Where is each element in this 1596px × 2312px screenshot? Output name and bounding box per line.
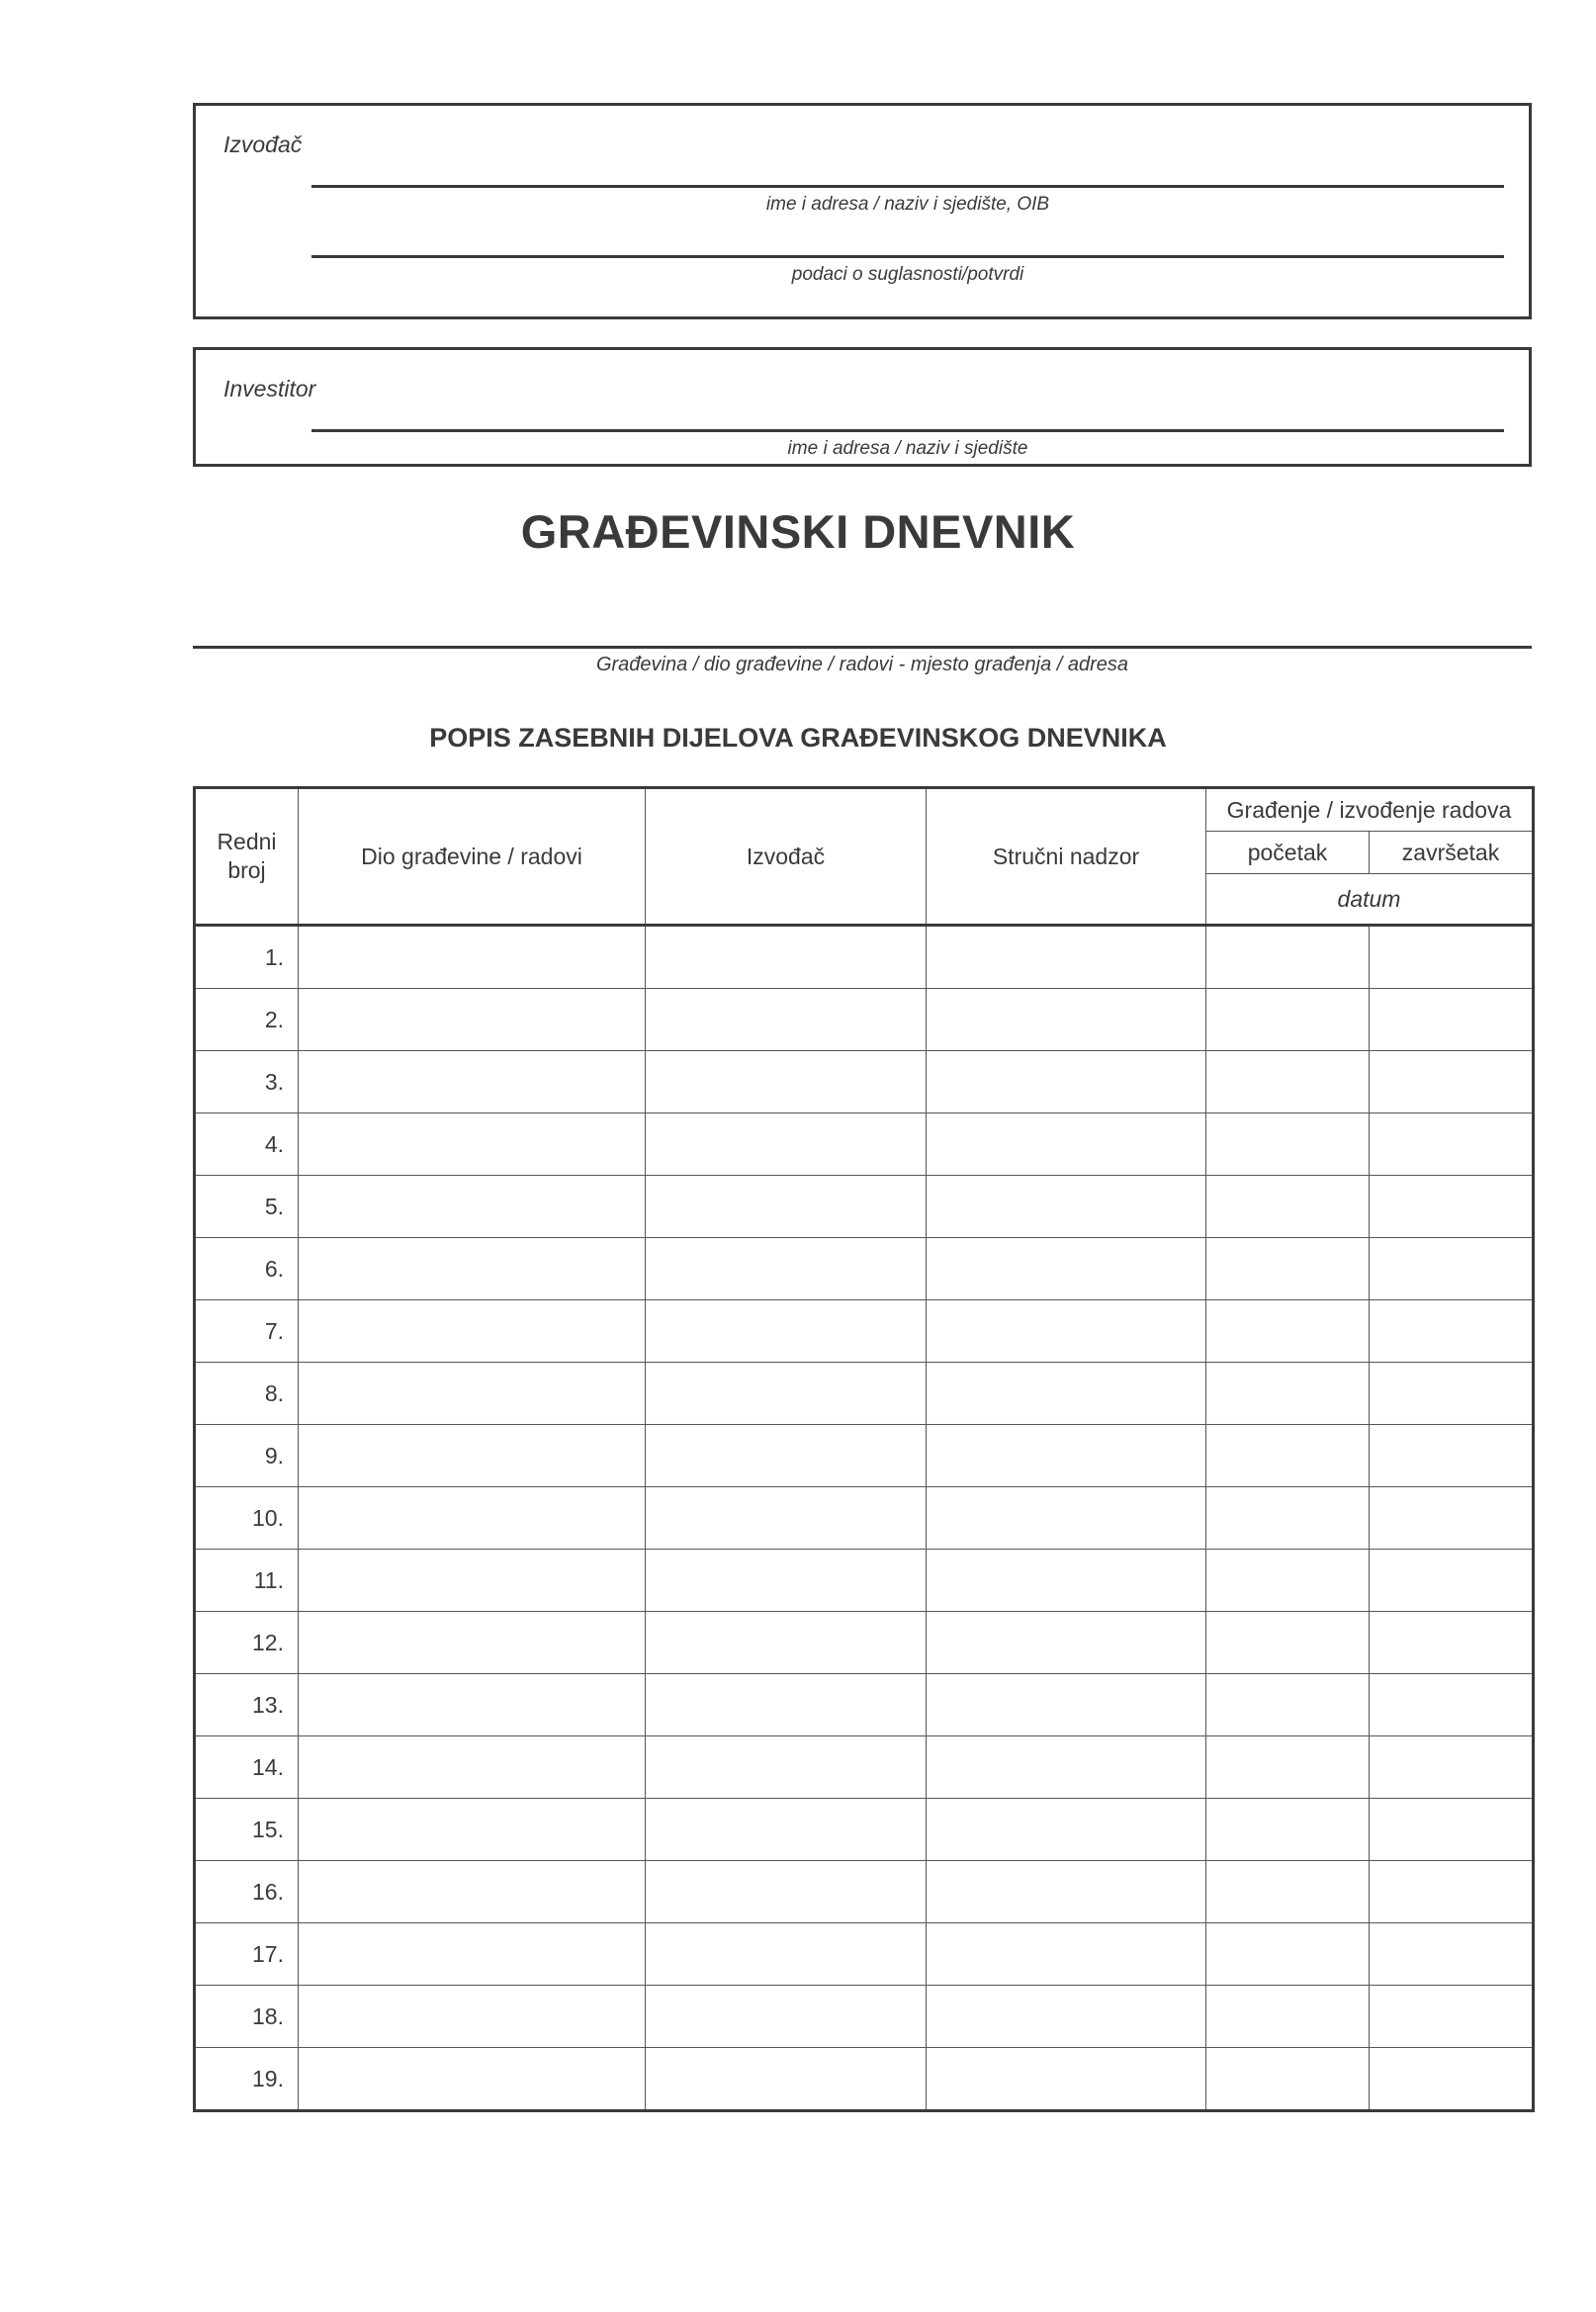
- cell-izvodjac[interactable]: [646, 2048, 927, 2111]
- cell-izvodjac[interactable]: [646, 1487, 927, 1550]
- cell-dio-gradevine[interactable]: [299, 1612, 646, 1674]
- contractor-consent-caption: podaci o suglasnosti/potvrdi: [791, 264, 1024, 285]
- cell-pocetak[interactable]: [1206, 1487, 1370, 1550]
- cell-zavrsetak[interactable]: [1370, 926, 1534, 989]
- cell-strucni-nadzor[interactable]: [927, 1238, 1206, 1300]
- cell-dio-gradevine[interactable]: [299, 926, 646, 989]
- table-row: [195, 989, 1534, 1051]
- section-heading: POPIS ZASEBNIH DIJELOVA GRAĐEVINSKOG DNEVNIKA: [429, 723, 1167, 753]
- investor-name-address-caption: ime i adresa / naziv i sjedište: [787, 438, 1028, 459]
- row-number-cell: 1.: [195, 926, 299, 989]
- cell-zavrsetak[interactable]: [1370, 1799, 1534, 1861]
- cell-pocetak[interactable]: [1206, 2048, 1370, 2111]
- row-number-cell: 3.: [195, 1051, 299, 1113]
- cell-pocetak[interactable]: [1206, 1051, 1370, 1113]
- row-number-cell: 6.: [195, 1238, 299, 1300]
- row-number-cell: 9.: [195, 1425, 299, 1487]
- table-row: [195, 2048, 1534, 2111]
- investor-label: Investitor: [223, 376, 316, 401]
- table-row: [195, 1861, 1534, 1923]
- row-number-cell: 8.: [195, 1363, 299, 1425]
- row-number-cell: 10.: [195, 1487, 299, 1550]
- row-number-cell: 14.: [195, 1736, 299, 1799]
- cell-pocetak[interactable]: [1206, 1799, 1370, 1861]
- table-row: [195, 1363, 1534, 1425]
- contractor-box: [193, 103, 1532, 319]
- cell-izvodjac[interactable]: [646, 1612, 927, 1674]
- cell-dio-gradevine[interactable]: [299, 1176, 646, 1238]
- cell-pocetak[interactable]: [1206, 1300, 1370, 1363]
- cell-pocetak[interactable]: [1206, 1674, 1370, 1736]
- cell-pocetak[interactable]: [1206, 1986, 1370, 2048]
- cell-zavrsetak[interactable]: [1370, 1425, 1534, 1487]
- cell-strucni-nadzor[interactable]: [927, 1051, 1206, 1113]
- cell-izvodjac[interactable]: [646, 1986, 927, 2048]
- cell-strucni-nadzor[interactable]: [927, 1550, 1206, 1612]
- cell-pocetak[interactable]: [1206, 1238, 1370, 1300]
- cell-zavrsetak[interactable]: [1370, 1363, 1534, 1425]
- cell-dio-gradevine[interactable]: [299, 1051, 646, 1113]
- cell-strucni-nadzor[interactable]: [927, 1736, 1206, 1799]
- table-row: [195, 1674, 1534, 1736]
- cell-dio-gradevine[interactable]: [299, 1986, 646, 2048]
- cell-zavrsetak[interactable]: [1370, 1674, 1534, 1736]
- table-row: [195, 1550, 1534, 1612]
- investor-name-address-field[interactable]: [311, 429, 1504, 460]
- cell-zavrsetak[interactable]: [1370, 989, 1534, 1051]
- cell-strucni-nadzor[interactable]: [927, 1674, 1206, 1736]
- cell-strucni-nadzor[interactable]: [927, 1363, 1206, 1425]
- table-row: [195, 926, 1534, 989]
- cell-pocetak[interactable]: [1206, 1612, 1370, 1674]
- row-number-cell: 4.: [195, 1113, 299, 1176]
- cell-zavrsetak[interactable]: [1370, 1923, 1534, 1986]
- row-number-cell: 7.: [195, 1300, 299, 1363]
- cell-izvodjac[interactable]: [646, 1051, 927, 1113]
- cell-izvodjac[interactable]: [646, 1799, 927, 1861]
- row-number-cell: 19.: [195, 2048, 299, 2111]
- cell-dio-gradevine[interactable]: [299, 1363, 646, 1425]
- cell-izvodjac[interactable]: [646, 1238, 927, 1300]
- row-number-cell: 18.: [195, 1986, 299, 2048]
- cell-dio-gradevine[interactable]: [299, 1736, 646, 1799]
- column-header-redni-broj-line2: broj: [227, 857, 266, 883]
- row-number-cell: 15.: [195, 1799, 299, 1861]
- cell-strucni-nadzor[interactable]: [927, 1425, 1206, 1487]
- table-row: [195, 1238, 1534, 1300]
- cell-strucni-nadzor[interactable]: [927, 1799, 1206, 1861]
- cell-zavrsetak[interactable]: [1370, 1550, 1534, 1612]
- cell-izvodjac[interactable]: [646, 1674, 927, 1736]
- contractor-name-address-caption: ime i adresa / naziv i sjedište, OIB: [765, 194, 1050, 215]
- table-header: [195, 788, 1534, 926]
- row-number-cell: 11.: [195, 1550, 299, 1612]
- cell-pocetak[interactable]: [1206, 1861, 1370, 1923]
- cell-zavrsetak[interactable]: [1370, 1051, 1534, 1113]
- cell-strucni-nadzor[interactable]: [927, 1612, 1206, 1674]
- header-row-group: [195, 788, 1534, 832]
- cell-dio-gradevine[interactable]: [299, 989, 646, 1051]
- column-header-strucni-nadzor: Stručni nadzor: [927, 788, 1206, 926]
- cell-dio-gradevine[interactable]: [299, 1923, 646, 1986]
- cell-pocetak[interactable]: [1206, 989, 1370, 1051]
- column-header-gradenje-group: Građenje / izvođenje radova: [1206, 788, 1534, 832]
- cell-dio-gradevine[interactable]: [299, 2048, 646, 2111]
- cell-izvodjac[interactable]: [646, 1363, 927, 1425]
- cell-izvodjac[interactable]: [646, 1300, 927, 1363]
- cell-izvodjac[interactable]: [646, 1176, 927, 1238]
- row-number-cell: 17.: [195, 1923, 299, 1986]
- contractor-consent-field[interactable]: [311, 255, 1504, 286]
- cell-zavrsetak[interactable]: [1370, 1736, 1534, 1799]
- cell-strucni-nadzor[interactable]: [927, 926, 1206, 989]
- cell-izvodjac[interactable]: [646, 1425, 927, 1487]
- table-row: [195, 1487, 1534, 1550]
- cell-dio-gradevine[interactable]: [299, 1425, 646, 1487]
- table-row: [195, 1176, 1534, 1238]
- cell-dio-gradevine[interactable]: [299, 1487, 646, 1550]
- cell-strucni-nadzor[interactable]: [927, 989, 1206, 1051]
- cell-dio-gradevine[interactable]: [299, 1300, 646, 1363]
- table-row: [195, 1986, 1534, 2048]
- cell-pocetak[interactable]: [1206, 1736, 1370, 1799]
- cell-dio-gradevine[interactable]: [299, 1799, 646, 1861]
- cell-dio-gradevine[interactable]: [299, 1113, 646, 1176]
- cell-strucni-nadzor[interactable]: [927, 1986, 1206, 2048]
- cell-zavrsetak[interactable]: [1370, 1113, 1534, 1176]
- column-header-izvodjac: Izvođač: [646, 788, 927, 926]
- cell-pocetak[interactable]: [1206, 1363, 1370, 1425]
- cell-pocetak[interactable]: [1206, 926, 1370, 989]
- column-header-pocetak: početak: [1206, 832, 1370, 874]
- cell-zavrsetak[interactable]: [1370, 1176, 1534, 1238]
- cell-pocetak[interactable]: [1206, 1550, 1370, 1612]
- cell-strucni-nadzor[interactable]: [927, 1176, 1206, 1238]
- cell-dio-gradevine[interactable]: [299, 1550, 646, 1612]
- contractor-label: Izvođač: [223, 132, 303, 157]
- table-row: [195, 1051, 1534, 1113]
- cell-strucni-nadzor[interactable]: [927, 1113, 1206, 1176]
- cell-zavrsetak[interactable]: [1370, 2048, 1534, 2111]
- site-address-caption: Građevina / dio građevine / radovi - mjesto građenja / adresa: [595, 654, 1129, 675]
- cell-izvodjac[interactable]: [646, 926, 927, 989]
- table-row: [195, 1923, 1534, 1986]
- table-row: [195, 1736, 1534, 1799]
- site-address-rule: [193, 646, 1532, 649]
- column-header-zavrsetak: završetak: [1370, 832, 1534, 874]
- cell-pocetak[interactable]: [1206, 1923, 1370, 1986]
- cell-izvodjac[interactable]: [646, 1113, 927, 1176]
- cell-zavrsetak[interactable]: [1370, 1238, 1534, 1300]
- cell-izvodjac[interactable]: [646, 1923, 927, 1986]
- row-number-cell: 12.: [195, 1612, 299, 1674]
- cell-pocetak[interactable]: [1206, 1113, 1370, 1176]
- cell-dio-gradevine[interactable]: [299, 1674, 646, 1736]
- table-row: [195, 1612, 1534, 1674]
- cell-izvodjac[interactable]: [646, 1550, 927, 1612]
- cell-izvodjac[interactable]: [646, 1736, 927, 1799]
- cell-strucni-nadzor[interactable]: [927, 1487, 1206, 1550]
- cell-dio-gradevine[interactable]: [299, 1861, 646, 1923]
- column-header-redni-broj-line1: Redni: [217, 829, 277, 855]
- cell-dio-gradevine[interactable]: [299, 1238, 646, 1300]
- cell-zavrsetak[interactable]: [1370, 1986, 1534, 2048]
- document-title: GRAĐEVINSKI DNEVNIK: [520, 505, 1076, 558]
- cell-pocetak[interactable]: [1206, 1425, 1370, 1487]
- column-header-datum: datum: [1206, 874, 1534, 926]
- table-row: [195, 1300, 1534, 1363]
- cell-izvodjac[interactable]: [646, 1861, 927, 1923]
- table-body: [195, 926, 1534, 2111]
- cell-strucni-nadzor[interactable]: [927, 2048, 1206, 2111]
- column-header-redni-broj: [195, 788, 299, 926]
- row-number-cell: 2.: [195, 989, 299, 1051]
- contractor-name-address-field[interactable]: [311, 185, 1504, 216]
- cell-pocetak[interactable]: [1206, 1176, 1370, 1238]
- cell-zavrsetak[interactable]: [1370, 1612, 1534, 1674]
- cell-zavrsetak[interactable]: [1370, 1487, 1534, 1550]
- column-header-dio-gradevine: Dio građevine / radovi: [299, 788, 646, 926]
- cell-zavrsetak[interactable]: [1370, 1300, 1534, 1363]
- parts-listing-table: [193, 786, 1535, 2112]
- table-row: [195, 1113, 1534, 1176]
- cell-strucni-nadzor[interactable]: [927, 1300, 1206, 1363]
- row-number-cell: 13.: [195, 1674, 299, 1736]
- cell-strucni-nadzor[interactable]: [927, 1861, 1206, 1923]
- row-number-cell: 16.: [195, 1861, 299, 1923]
- cell-zavrsetak[interactable]: [1370, 1861, 1534, 1923]
- row-number-cell: 5.: [195, 1176, 299, 1238]
- table-row: [195, 1425, 1534, 1487]
- cell-strucni-nadzor[interactable]: [927, 1923, 1206, 1986]
- table-row: [195, 1799, 1534, 1861]
- investor-box: [193, 347, 1532, 467]
- cell-izvodjac[interactable]: [646, 989, 927, 1051]
